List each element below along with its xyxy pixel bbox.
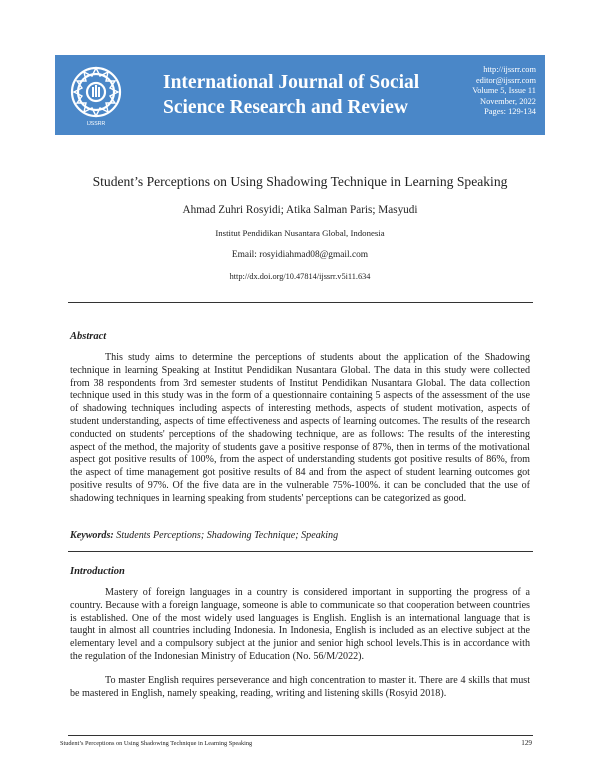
journal-pages: Pages: 129-134: [484, 107, 536, 116]
introduction-paragraph-2: To master English requires perseverance and high concentration to master it. There are 4 skills that must be mastered in English, namely speaking, reading, writing and listening skills (Rosyid 2018).: [70, 674, 530, 699]
keywords-text: Students Perceptions; Shadowing Technique; Speaking: [113, 530, 339, 541]
footer-page-number: 129: [521, 739, 532, 747]
affiliation: Institut Pendidikan Nusantara Global, Indonesia: [215, 228, 385, 238]
logo-text: IJSSRR: [86, 121, 106, 127]
journal-banner: [55, 55, 545, 135]
abstract-text: This study aims to determine the perceptions of students about the application of the Shadowing technique in learning Speaking at Institut Pendidikan Nusantara Global. The data in this study were collected from 38 respondents from 3rd semester students of Institut Pendidikan Nusantara Global. The data collection technique used in this study was in the form of a questionnaire containing 5 aspects of the assessment of the use of shadowing techniques including aspects of interesting methods, aspects of student motivation, aspects of student understanding, aspects of time effectiveness and aspects of learning outcomes. The results of the research conducted on students' perceptions of the shadowing technique, are as follows: The results of the interesting aspect of the method, the majority of students gave a positive response of 87%, then in terms of the motivational aspect got positive results of 100%, from the aspect of understanding students got positive results of 86%, from the aspect of time management got positive results of 84 and from the aspect of student learning outcomes got positive results of 97%. Of the five data are in the vulnerable 75%-100%. it can be concluded that the use of shadowing techniques in learning speaking from students' perceptions can be categorized as good.: [70, 352, 530, 504]
footer-running-title: Student’s Perceptions on Using Shadowing Technique in Learning Speaking: [60, 740, 253, 747]
footer-divider: [68, 735, 533, 736]
journal-meta: [472, 65, 536, 118]
abstract-body: [70, 352, 530, 506]
doi-link[interactable]: http://dx.doi.org/10.47814/ijssrr.v5i11.634: [229, 272, 371, 281]
introduction-body: [70, 587, 530, 700]
journal-title: International Journal of Social Science Research and Review: [163, 72, 420, 118]
authors: Ahmad Zuhri Rosyidi; Atika Salman Paris; Masyudi: [182, 204, 418, 216]
journal-date: November, 2022: [480, 96, 536, 106]
introduction-paragraph-1: Mastery of foreign languages in a country is considered important in supporting the progress of a country. Because with a foreign language, someone is able to communicate so that cooperation between countries is established. One of the most widely used languages is English. English is an international language that is taught in almost all countries including Indonesia. In Indonesia, English is included as an elective subject at the elementary level and a compulsory subject at the junior and senior high school levels.This is in accordance with the regulation of the Indonesian Ministry of Education (No. 56/M/2022).: [70, 587, 530, 662]
journal-volume-issue: Volume 5, Issue 11: [472, 86, 536, 95]
journal-logo-icon: [63, 61, 129, 127]
journal-email-link[interactable]: editor@ijssrr.com: [475, 75, 536, 85]
keywords: [70, 530, 338, 541]
divider: [68, 302, 533, 303]
introduction-heading: Introduction: [70, 566, 125, 577]
journal-website-link[interactable]: http://ijssrr.com: [483, 65, 536, 74]
paper-title: Student’s Perceptions on Using Shadowing Technique in Learning Speaking: [92, 174, 508, 189]
divider: [68, 551, 533, 552]
abstract-heading: Abstract: [70, 331, 107, 342]
keywords-label: Keywords:: [70, 530, 114, 541]
author-email[interactable]: Email: rosyidiahmad08@gmail.com: [231, 250, 369, 260]
